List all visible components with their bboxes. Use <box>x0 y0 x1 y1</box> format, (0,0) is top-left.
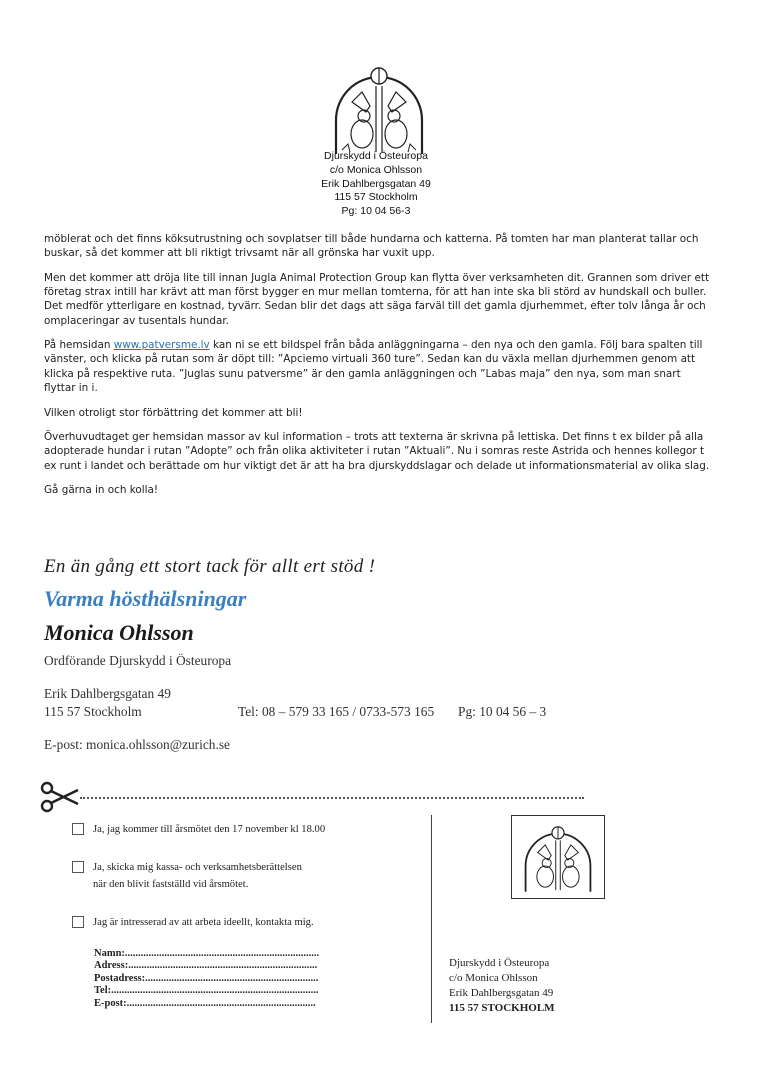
organization-logo <box>512 816 604 898</box>
option-line: Ja, skicka mig kassa- och verksamhetsberättelsen <box>93 862 302 873</box>
address-line: Erik Dahlbergsgatan 49 <box>449 987 554 999</box>
option-send-reports <box>93 859 302 893</box>
field-phone[interactable]: Tel:............................................................................... <box>94 985 319 997</box>
website-link[interactable]: www.patversme.lv <box>113 339 210 352</box>
cut-line <box>80 797 584 799</box>
signature-name: Monica Ohlsson <box>44 620 194 645</box>
address-line: Erik Dahlbergsgatan 49 <box>321 177 431 190</box>
contact-street: Erik Dahlbergsgatan 49 <box>44 686 171 701</box>
greeting-line: Varma hösthälsningar <box>44 586 247 611</box>
checkbox-volunteer[interactable] <box>72 916 84 928</box>
option-line: när den blivit fastställd vid årsmötet. <box>93 879 249 890</box>
return-address <box>449 956 555 1016</box>
coupon-logo-frame <box>511 815 605 899</box>
paragraph: Men det kommer att dröja lite till innan Jugla Animal Protection Group kan flytta över verksamheten dit. Grannen som driver ett företag strax intill har krävt att man först bygger en mur mellan tomterna, för att han inte ska bli störd av hundskall och buller. Det medför ytterligare en kostnad, tyvärr. Sedan blir det dags att säga farväl till det gamla djurhemmet, efter tolv långa år och omplaceringar av tusentals hundar. <box>44 271 710 327</box>
field-postal-address[interactable]: Postadress:.................................................................. <box>94 972 319 984</box>
address-city: 115 57 STOCKHOLM <box>449 1002 555 1014</box>
paragraph: Överhuvudtaget ger hemsidan massor av kul information – trots att texterna är skrivna på lettiska. Det finns t ex bilder på alla adopterade hundar i rutan ”Adopte” och från olika aktiviteter i rutan ”Aktuali”. Nu i somras reste Astrida och hennes kollegor t ex runt i landet och berättade om hur viktigt det är att ha bra djurskyddslagar och delade ut informationsmaterial av olika slag. <box>44 431 710 472</box>
address-line: c/o Monica Ohlsson <box>329 163 423 176</box>
field-name[interactable]: Namn:.......................................................................... <box>94 948 320 959</box>
signature-role: Ordförande Djurskydd i Östeuropa <box>44 653 232 668</box>
address-line: 115 57 Stockholm <box>334 191 418 204</box>
address-line: Djurskydd i Östeuropa <box>449 957 550 969</box>
address-line <box>449 1001 555 1016</box>
contact-postgiro: Pg: 10 04 56 – 3 <box>458 704 547 719</box>
sender-address-header <box>286 150 466 219</box>
contact-form-fields <box>94 948 319 1010</box>
paragraph-text: På hemsidan <box>44 339 114 352</box>
checkbox-attend-meeting[interactable] <box>72 823 84 835</box>
paragraph: Gå gärna in och kolla! <box>44 484 159 497</box>
option-volunteer: Jag är intresserad av att arbeta ideellt, kontakta mig. <box>93 917 314 928</box>
field-email[interactable]: E-post:........................................................................ <box>94 997 316 1009</box>
paragraph-text: kan ni se ett bildspel från båda anläggningarna – den nya och den gamla. Följ bara spalten till vänster, och klicka på rutan som är döpt till: ”Apciemo virtuali 360 ture”. Sedan kan du växla mellan djurhemmen genom att klicka på respektive ruta. ”Juglas sunu patversme” är den gamla anläggningen och ”Labas maja” den nya, som man snart flyttar in i. <box>44 339 703 394</box>
contact-phone: Tel: 08 – 579 33 165 / 0733-573 165 <box>238 704 435 719</box>
paragraph: Vilken otroligt stor förbättring det kommer att bli! <box>44 406 303 419</box>
address-line: c/o Monica Ohlsson <box>449 972 538 984</box>
thanks-line: En än gång ett stort tack för allt ert stöd ! <box>44 556 376 577</box>
paragraph: möblerat och det finns köksutrustning och sovplatser till både hundarna och katterna. På tomten har man planterat tallar och buskar, så det kommer att bli riktigt trivsamt när all grönska har vuxit upp. <box>44 233 699 260</box>
letter-body <box>44 232 714 508</box>
address-line: Pg: 10 04 56-3 <box>341 205 411 218</box>
field-address[interactable]: Adress:........................................................................ <box>94 960 318 972</box>
address-line: Djurskydd i Östeuropa <box>324 150 428 162</box>
organization-logo <box>318 62 440 154</box>
option-attend-meeting: Ja, jag kommer till årsmötet den 17 november kl 18.00 <box>93 824 326 835</box>
scissors-icon <box>40 780 80 814</box>
paragraph <box>44 338 714 395</box>
contact-city: 115 57 Stockholm <box>44 704 142 719</box>
fold-divider <box>431 815 432 1023</box>
contact-email: E-post: monica.ohlsson@zurich.se <box>44 737 231 752</box>
checkbox-send-reports[interactable] <box>72 861 84 873</box>
